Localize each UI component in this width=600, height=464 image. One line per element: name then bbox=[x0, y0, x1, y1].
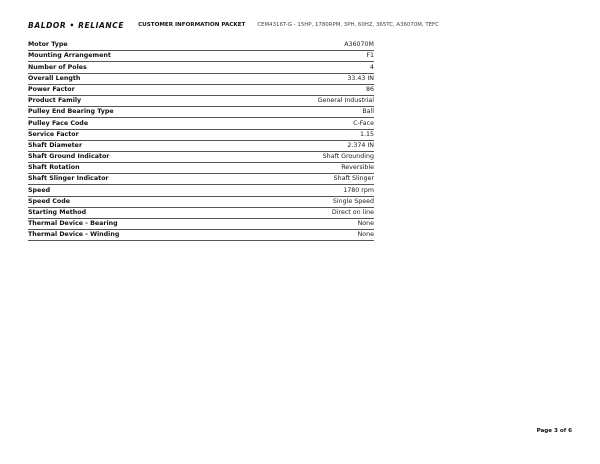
spec-value: Ball bbox=[242, 107, 374, 118]
spec-value: Single Speed bbox=[242, 196, 374, 207]
spec-value: Direct on line bbox=[242, 207, 374, 218]
spec-row bbox=[28, 174, 374, 185]
page-number: Page 3 of 6 bbox=[536, 428, 572, 434]
spec-value: 1780 rpm bbox=[242, 185, 374, 196]
spec-label: Number of Poles bbox=[28, 62, 242, 73]
spec-value: None bbox=[242, 219, 374, 230]
spec-value: C-Face bbox=[242, 118, 374, 129]
spec-value: A36070M bbox=[242, 40, 374, 51]
spec-row bbox=[28, 151, 374, 162]
spec-table-body bbox=[28, 40, 374, 241]
spec-row bbox=[28, 95, 374, 106]
spec-label: Power Factor bbox=[28, 84, 242, 95]
spec-label: Thermal Device - Bearing bbox=[28, 219, 242, 230]
spec-label: Motor Type bbox=[28, 40, 242, 51]
spec-value: Shaft Slinger bbox=[242, 174, 374, 185]
brand-logo: BALDOR • RELIANCE bbox=[28, 20, 125, 30]
spec-row bbox=[28, 107, 374, 118]
spec-row bbox=[28, 84, 374, 95]
spec-value: 2.374 IN bbox=[242, 140, 374, 151]
spec-row bbox=[28, 62, 374, 73]
spec-value: General Industrial bbox=[242, 95, 374, 106]
spec-row bbox=[28, 73, 374, 84]
packet-subtitle: CEM4316T-G - 15HP, 1780RPM, 3PH, 60HZ, 365TC, A36070M, TEFC bbox=[257, 22, 439, 28]
spec-label: Shaft Diameter bbox=[28, 140, 242, 151]
spec-value: F1 bbox=[242, 51, 374, 62]
document-header bbox=[28, 18, 439, 32]
spec-label: Pulley End Bearing Type bbox=[28, 107, 242, 118]
spec-label: Pulley Face Code bbox=[28, 118, 242, 129]
spec-label: Product Family bbox=[28, 95, 242, 106]
spec-label: Shaft Rotation bbox=[28, 163, 242, 174]
spec-label: Thermal Device - Winding bbox=[28, 230, 242, 241]
spec-label: Speed bbox=[28, 185, 242, 196]
spec-row bbox=[28, 129, 374, 140]
spec-label: Mounting Arrangement bbox=[28, 51, 242, 62]
packet-title: CUSTOMER INFORMATION PACKET bbox=[138, 22, 246, 28]
spec-label: Starting Method bbox=[28, 207, 242, 218]
spec-label: Shaft Ground Indicator bbox=[28, 151, 242, 162]
spec-value: 33.43 IN bbox=[242, 73, 374, 84]
spec-value: 86 bbox=[242, 84, 374, 95]
spec-row bbox=[28, 230, 374, 241]
spec-value: 1.15 bbox=[242, 129, 374, 140]
spec-row bbox=[28, 118, 374, 129]
spec-value: None bbox=[242, 230, 374, 241]
spec-row bbox=[28, 140, 374, 151]
spec-row bbox=[28, 40, 374, 51]
spec-row bbox=[28, 185, 374, 196]
spec-table bbox=[28, 40, 374, 241]
spec-value: Shaft Grounding bbox=[242, 151, 374, 162]
spec-label: Overall Length bbox=[28, 73, 242, 84]
spec-row bbox=[28, 207, 374, 218]
spec-label: Service Factor bbox=[28, 129, 242, 140]
spec-label: Shaft Slinger Indicator bbox=[28, 174, 242, 185]
spec-row bbox=[28, 196, 374, 207]
spec-row bbox=[28, 51, 374, 62]
spec-label: Speed Code bbox=[28, 196, 242, 207]
spec-value: Reversible bbox=[242, 163, 374, 174]
spec-row bbox=[28, 163, 374, 174]
spec-value: 4 bbox=[242, 62, 374, 73]
spec-row bbox=[28, 219, 374, 230]
